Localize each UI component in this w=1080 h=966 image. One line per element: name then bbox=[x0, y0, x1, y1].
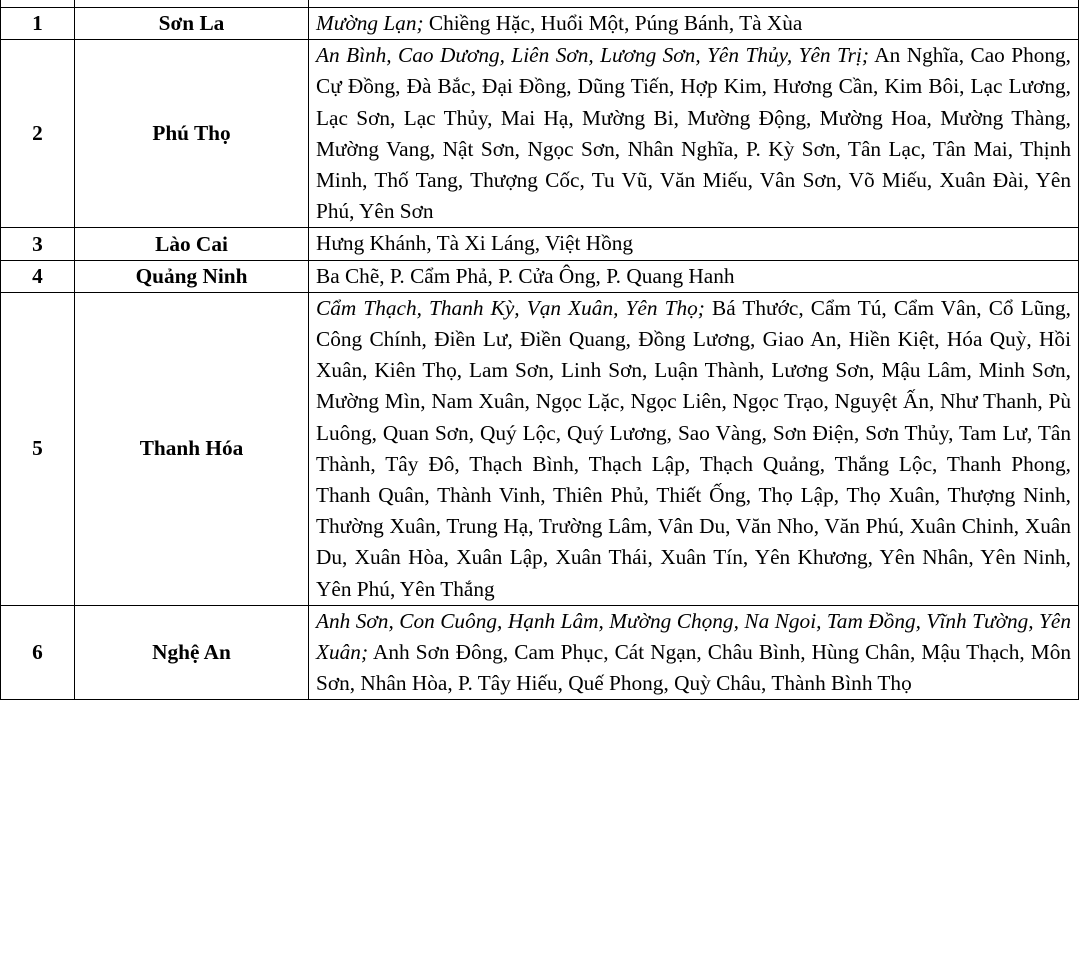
commune-list bbox=[309, 260, 1079, 292]
province-name: Nghệ An bbox=[75, 605, 309, 700]
row-number: 1 bbox=[1, 8, 75, 40]
header-cell-province bbox=[75, 0, 309, 8]
row-number: 4 bbox=[1, 260, 75, 292]
province-name: Lào Cai bbox=[75, 228, 309, 260]
commune-list-normal: Ba Chẽ, P. Cẩm Phả, P. Cửa Ông, P. Quang Hanh bbox=[316, 263, 735, 288]
commune-list bbox=[309, 292, 1079, 605]
row-number: 5 bbox=[1, 292, 75, 605]
commune-list-normal: Hưng Khánh, Tà Xi Láng, Việt Hồng bbox=[316, 231, 634, 256]
table-row bbox=[1, 605, 1079, 700]
province-name: Quảng Ninh bbox=[75, 260, 309, 292]
commune-list bbox=[309, 8, 1079, 40]
commune-list bbox=[309, 228, 1079, 260]
province-name: Thanh Hóa bbox=[75, 292, 309, 605]
commune-list-italic: An Bình, Cao Dương, Liên Sơn, Lương Sơn, Yên Thủy, Yên Trị; bbox=[316, 43, 869, 68]
province-name: Phú Thọ bbox=[75, 40, 309, 228]
row-number: 2 bbox=[1, 40, 75, 228]
table-row bbox=[1, 40, 1079, 228]
commune-list-normal: Chiềng Hặc, Huổi Một, Púng Bánh, Tà Xùa bbox=[428, 11, 803, 35]
commune-list-normal: Bá Thước, Cẩm Tú, Cẩm Vân, Cổ Lũng, Công Chính, Điền Lư, Điền Quang, Đồng Lương, Giao An, Hiền Kiệt, Hóa Quỳ, Hồi Xuân, Kiên Thọ, Lam Sơn, Linh Sơn, Luận Thành, Lương Sơn, Mậu Lâm, Minh Sơn, Mường Mìn, Nam Xuân, Ngọc Lặc, Ngọc Liên, Ngọc Trạo, Nguyệt Ấn, Như Thanh, Pù Luông, Quan Sơn, Quý Lộc, Quý Lương, Sao Vàng, Sơn Điện, Sơn Thủy, Tam Lư, Tân Thành, Tây Đô, Thạch Bình, Thạch Lập, Thạch Quảng, Thắng Lộc, Thanh Phong, Thanh Quân, Thành Vinh, Thiên Phủ, Thiết Ống, Thọ Lập, Thọ Xuân, Thượng Ninh, Thường Xuân, Trung Hạ, Trường Lâm, Vân Du, Văn Nho, Văn Phú, Xuân Chinh, Xuân Du, Xuân Hòa, Xuân Lập, Xuân Thái, Xuân Tín, Yên Khương, Yên Nhân, Yên Ninh, Yên Phú, Yên Thắng bbox=[316, 295, 1071, 601]
commune-list-italic: Cẩm Thạch, Thanh Kỳ, Vạn Xuân, Yên Thọ; bbox=[316, 295, 705, 320]
commune-list-normal: An Nghĩa, Cao Phong, Cự Đồng, Đà Bắc, Đại Đồng, Dũng Tiến, Hợp Kim, Hương Cần, Kim Bôi, Lạc Lương, Lạc Sơn, Lạc Thủy, Mai Hạ, Mường Bi, Mường Động, Mường Hoa, Mường Thàng, Mường Vang, Nật Sơn, Ngọc Sơn, Nhân Nghĩa, P. Kỳ Sơn, Tân Lạc, Tân Mai, Thịnh Minh, Thố Tang, Thượng Cốc, Tu Vũ, Văn Miếu, Vân Sơn, Võ Miếu, Xuân Đài, Yên Phú, Yên Sơn bbox=[316, 43, 1071, 224]
table-row bbox=[1, 228, 1079, 260]
table-header-row bbox=[1, 0, 1079, 8]
table-row bbox=[1, 260, 1079, 292]
commune-list bbox=[309, 40, 1079, 228]
row-number: 3 bbox=[1, 228, 75, 260]
header-cell-number bbox=[1, 0, 75, 8]
commune-list-italic: Anh Sơn, Con Cuông, Hạnh Lâm, Mường Chọng, Na Ngoi, Tam Đồng, Vĩnh Tường, Yên Xuân; bbox=[316, 608, 1071, 665]
row-number: 6 bbox=[1, 605, 75, 700]
table-row bbox=[1, 292, 1079, 605]
commune-list bbox=[309, 605, 1079, 700]
commune-list-normal: Anh Sơn Đông, Cam Phục, Cát Ngạn, Châu Bình, Hùng Chân, Mậu Thạch, Môn Sơn, Nhân Hòa, P. Tây Hiếu, Quế Phong, Quỳ Châu, Thành Bình Thọ bbox=[316, 640, 1072, 696]
header-cell-communes bbox=[309, 0, 1079, 8]
table-row bbox=[1, 8, 1079, 40]
commune-list-italic: Mường Lạn; bbox=[316, 11, 424, 35]
province-name: Sơn La bbox=[75, 8, 309, 40]
